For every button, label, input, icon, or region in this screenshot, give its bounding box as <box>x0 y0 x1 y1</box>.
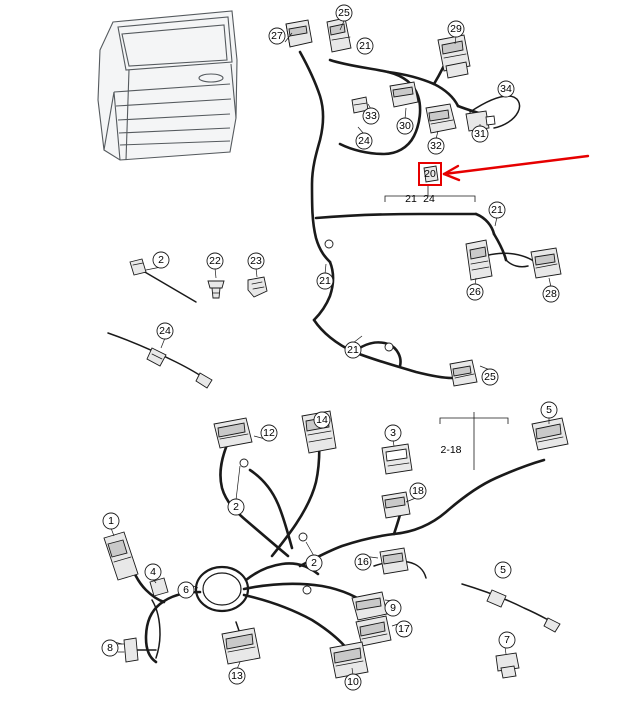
callout-13 <box>229 668 245 684</box>
callout-label: 30 <box>399 119 411 132</box>
callout-25b <box>482 369 498 385</box>
callout-label: 2 <box>233 500 239 513</box>
callout-12 <box>261 425 277 441</box>
door-panel-illustration <box>98 11 237 160</box>
callout-1 <box>103 513 119 529</box>
callout-label: 5 <box>500 563 506 576</box>
callout-label: 6 <box>183 583 189 596</box>
callout-label: 24 <box>423 192 435 205</box>
callout-9 <box>385 600 401 616</box>
callout-label: 21 <box>491 203 503 216</box>
callout-label: 21 <box>359 39 371 52</box>
callout-label: 4 <box>150 565 156 578</box>
callout-label: 5 <box>546 403 552 416</box>
callout-label: 26 <box>469 285 481 298</box>
callout-26 <box>467 284 483 300</box>
callout-2-18 <box>440 444 461 456</box>
callout-17 <box>396 621 412 637</box>
middle-small-parts <box>108 259 267 388</box>
highlight-label: 20 <box>424 167 436 180</box>
callout-label: 13 <box>231 669 243 682</box>
callout-label: 25 <box>338 6 350 19</box>
callout-33 <box>363 108 379 124</box>
lower-connectors <box>104 240 568 678</box>
callout-7 <box>499 632 515 648</box>
callout-label: 21 <box>405 192 417 205</box>
callout-label: 21 <box>319 274 331 287</box>
callout-2c <box>153 252 169 268</box>
callout-label: 12 <box>263 426 275 439</box>
callout-23 <box>248 253 264 269</box>
callout-label: 22 <box>209 254 221 267</box>
callout-4 <box>145 564 161 580</box>
callout-label: 33 <box>365 109 377 122</box>
callout-label: 2-18 <box>440 443 462 456</box>
callout-32 <box>428 138 444 154</box>
callout-24b <box>157 323 173 339</box>
callout-label: 10 <box>347 675 359 688</box>
callout-3 <box>385 425 401 441</box>
callout-27 <box>269 28 285 44</box>
callout-10 <box>345 674 361 690</box>
callout-21b <box>317 273 333 289</box>
callout-label: 21 <box>347 343 359 356</box>
callout-label: 24 <box>159 324 171 337</box>
callout-label: 1 <box>108 514 114 527</box>
callout-label: 14 <box>316 413 328 426</box>
callout-24c <box>423 193 435 205</box>
callout-21d <box>489 202 505 218</box>
grouping-brackets <box>385 186 508 470</box>
callout-18 <box>410 483 426 499</box>
upper-harness-wires <box>300 52 540 378</box>
callout-label: 23 <box>250 254 262 267</box>
callout-label: 27 <box>271 29 283 42</box>
highlight-annotation <box>419 156 588 185</box>
callout-5a <box>541 402 557 418</box>
callout-21c <box>345 342 361 358</box>
callout-label: 24 <box>358 134 370 147</box>
lower-harness-wires <box>128 424 560 662</box>
callout-label: 34 <box>500 82 512 95</box>
callout-34 <box>498 81 514 97</box>
callout-16 <box>355 554 371 570</box>
callout-25a <box>336 5 352 21</box>
callout-label: 31 <box>474 127 486 140</box>
callout-31 <box>472 126 488 142</box>
highlight-arrow <box>444 156 588 174</box>
callout-8 <box>102 640 118 656</box>
callout-label: 9 <box>390 601 396 614</box>
callout-label: 29 <box>450 22 462 35</box>
callout-label: 3 <box>390 426 396 439</box>
callout-label: 7 <box>504 633 510 646</box>
callout-6 <box>178 582 194 598</box>
callout-21a <box>357 38 373 54</box>
callout-label: 32 <box>430 139 442 152</box>
callout-label: 25 <box>484 370 496 383</box>
callout-29 <box>448 21 464 37</box>
callout-label: 2 <box>158 253 164 266</box>
callout-30 <box>397 118 413 134</box>
callout-24a <box>356 133 372 149</box>
callout-label: 16 <box>357 555 369 568</box>
callout-22 <box>207 253 223 269</box>
callout-28 <box>543 286 559 302</box>
callout-2b <box>306 555 322 571</box>
callout-21e <box>405 193 417 205</box>
callout-label: 2 <box>311 556 317 569</box>
callout-label: 28 <box>545 287 557 300</box>
callout-label: 18 <box>412 484 424 497</box>
callout-2a <box>228 499 244 515</box>
callout-label: 8 <box>107 641 113 654</box>
callout-label: 17 <box>398 622 410 635</box>
callout-14 <box>314 412 330 428</box>
callout-5b <box>495 562 511 578</box>
